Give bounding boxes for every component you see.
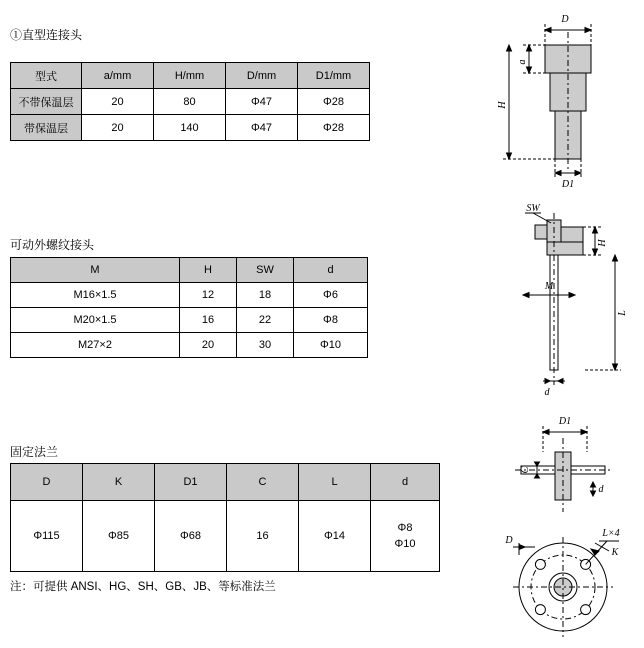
table-row	[11, 283, 368, 308]
table-row	[11, 115, 370, 141]
table3-header-3: C	[227, 464, 299, 501]
figure-thread-joint	[495, 195, 635, 410]
table1-header-1: a/mm	[82, 63, 154, 89]
figure-flange-side	[495, 412, 635, 522]
table1-cell-0-0: 不带保温层	[11, 89, 82, 115]
table2-header-1: H	[180, 258, 237, 283]
figure4-label-K: K	[611, 547, 619, 558]
figure1-label-H: H	[497, 101, 508, 109]
figure1-label-D1: D1	[561, 179, 575, 190]
table1-cell-0-2: 80	[154, 89, 226, 115]
figure2-label-H: H	[597, 239, 608, 247]
table3-cell-0-2: Φ68	[155, 501, 227, 572]
table1-cell-0-1: 20	[82, 89, 154, 115]
table3-header-4: L	[299, 464, 371, 501]
figure1-label-a: a	[517, 59, 528, 65]
section-title-1: ①直型连接头	[10, 28, 83, 42]
table2-cell-0-0: M16×1.5	[11, 283, 180, 308]
figure2-label-L: L	[617, 310, 628, 316]
table1-cell-0-4: Φ28	[298, 89, 370, 115]
table3-cell-0-5-line2: Φ10	[394, 538, 416, 550]
table3-cell-0-4: Φ14	[299, 501, 371, 572]
figure3-label-D1: D1	[558, 416, 572, 427]
table2-cell-0-1: 12	[180, 283, 237, 308]
table2-cell-0-2: 18	[237, 283, 294, 308]
table2-cell-0-3: Φ6	[294, 283, 368, 308]
table3-cell-0-0: Φ115	[11, 501, 83, 572]
table2-cell-2-1: 20	[180, 333, 237, 358]
figure-flange-front	[495, 525, 635, 645]
table-row	[11, 333, 368, 358]
table1-header-4: D1/mm	[298, 63, 370, 89]
figure3-label-d: d	[598, 484, 604, 495]
table-fixed-flange	[10, 463, 440, 572]
table3-cell-0-1: Φ85	[83, 501, 155, 572]
table-header-row	[11, 258, 368, 283]
table1-cell-1-2: 140	[154, 115, 226, 141]
figure2-label-M: M	[544, 281, 554, 292]
table3-cell-0-5	[371, 501, 440, 572]
figure4-label-D: D	[505, 535, 513, 546]
section-title-3: 固定法兰	[10, 445, 59, 459]
table2-cell-1-2: 22	[237, 308, 294, 333]
table-row	[11, 501, 440, 572]
table2-cell-1-0: M20×1.5	[11, 308, 180, 333]
table2-cell-1-3: Φ8	[294, 308, 368, 333]
table1-cell-1-1: 20	[82, 115, 154, 141]
table1-header-3: D/mm	[226, 63, 298, 89]
table3-header-1: K	[83, 464, 155, 501]
table3-header-5: d	[371, 464, 440, 501]
table1-cell-1-0: 带保温层	[11, 115, 82, 141]
table1-header-2: H/mm	[154, 63, 226, 89]
table2-cell-1-1: 16	[180, 308, 237, 333]
table2-cell-2-3: Φ10	[294, 333, 368, 358]
table3-cell-0-5-line1: Φ8	[397, 522, 413, 534]
table2-header-2: SW	[237, 258, 294, 283]
table1-cell-1-3: Φ47	[226, 115, 298, 141]
table3-cell-0-3: 16	[227, 501, 299, 572]
table3-header-0: D	[11, 464, 83, 501]
figure-straight-connector	[495, 10, 635, 190]
section-title-2: 可动外螺纹接头	[10, 238, 95, 252]
table-header-row	[11, 63, 370, 89]
table-header-row	[11, 464, 440, 501]
table2-header-0: M	[11, 258, 180, 283]
table1-cell-0-3: Φ47	[226, 89, 298, 115]
footnote: 注：可提供 ANSI、HG、SH、GB、JB、等标准法兰	[10, 581, 276, 593]
table2-cell-2-2: 30	[237, 333, 294, 358]
figure2-label-SW: SW	[526, 203, 540, 214]
table2-header-3: d	[294, 258, 368, 283]
table-row	[11, 89, 370, 115]
table-movable-thread-joint	[10, 257, 368, 358]
table2-cell-2-0: M27×2	[11, 333, 180, 358]
figure2-label-d: d	[544, 387, 550, 398]
figure4-label-Lx4: L×4	[602, 528, 620, 539]
figure3-label-C: C	[520, 466, 531, 474]
table1-cell-1-4: Φ28	[298, 115, 370, 141]
figure1-label-D: D	[561, 14, 569, 25]
table-straight-connector	[10, 62, 370, 141]
table3-header-2: D1	[155, 464, 227, 501]
table-row	[11, 308, 368, 333]
table1-header-0: 型式	[11, 63, 82, 89]
